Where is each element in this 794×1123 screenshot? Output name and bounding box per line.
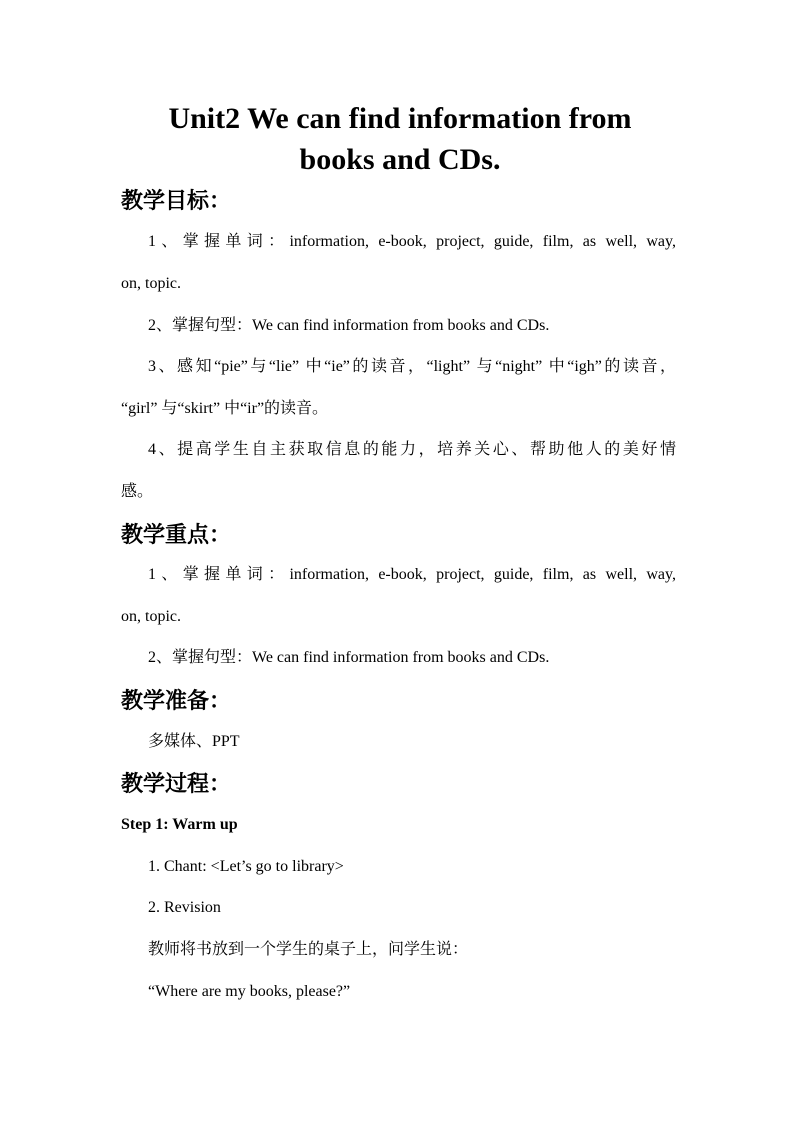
preparation-item-1: 多媒体、PPT [148,733,240,750]
step-1-heading: Step 1: Warm up [121,816,238,833]
objective-item-4-line-1: 4、提高学生自主获取信息的能力，培养关心、帮助他人的美好情 [148,441,676,458]
section-heading-preparation: 教学准备： [121,688,232,713]
section-heading-process: 教学过程： [121,771,232,796]
objective-item-3-line-2: “girl” 与“skirt” 中“ir”的读音。 [121,400,329,417]
warm-up-chant: 1. Chant: <Let’s go to library> [148,858,344,875]
objective-item-3-line-1: 3、感知“pie”与“lie” 中“ie”的读音，“light” 与“night” 中“igh”的读音， [148,358,676,375]
document-title-line-2: books and CDs. [299,143,501,176]
objective-item-4-line-2: 感。 [121,483,154,500]
objective-item-1-line-2: on, topic. [121,275,181,292]
key-point-item-2: 2、掌握句型：We can find information from books and CDs. [148,649,550,666]
section-heading-key-points: 教学重点： [121,522,232,547]
teacher-question-quote: “Where are my books, please?” [148,983,351,1000]
key-point-item-1-line-1: 1、掌握单词：information, e-book, project, guide, film, as well, way, [148,566,676,583]
section-heading-objectives: 教学目标： [121,188,232,213]
teacher-action-text: 教师将书放到一个学生的桌子上，问学生说： [148,941,469,958]
objective-item-2: 2、掌握句型：We can find information from books and CDs. [148,317,550,334]
objective-item-1-line-1: 1、掌握单词：information, e-book, project, guide, film, as well, way, [148,233,676,250]
document-title-line-1: Unit2 We can find information from [168,102,632,135]
warm-up-revision: 2. Revision [148,899,221,916]
key-point-item-1-line-2: on, topic. [121,608,181,625]
